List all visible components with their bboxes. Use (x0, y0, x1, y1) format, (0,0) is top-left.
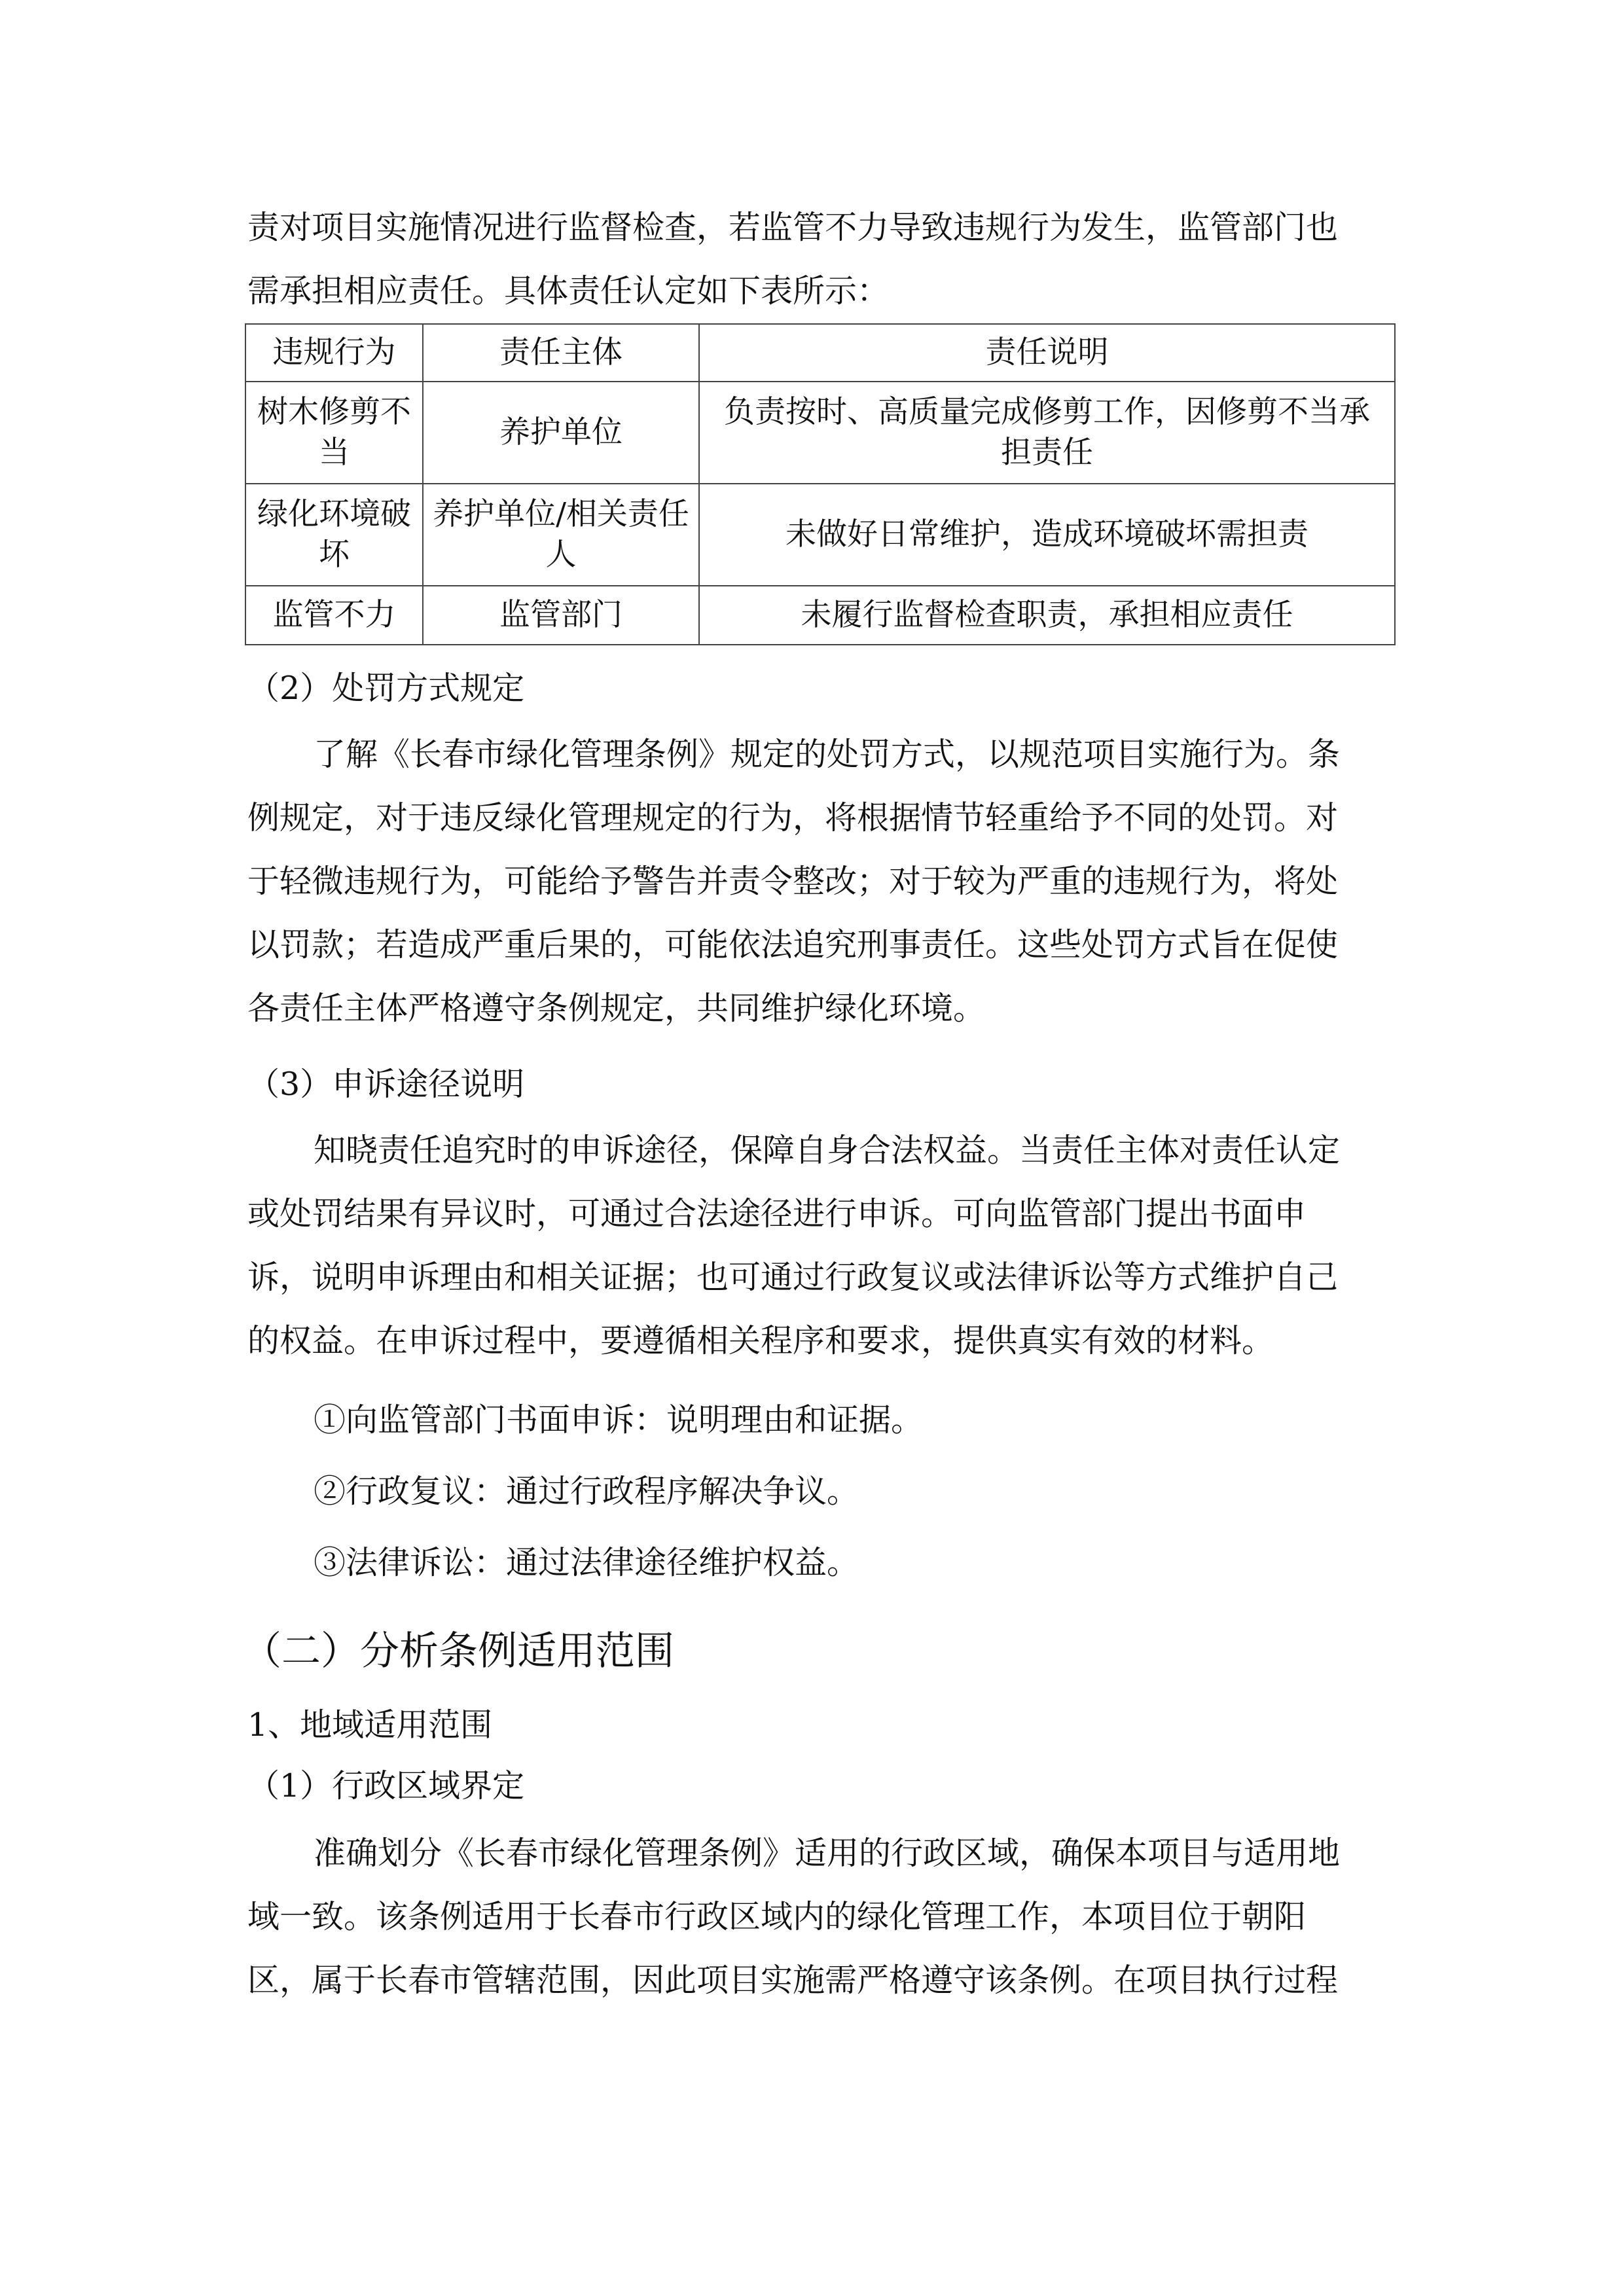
scope-sub-heading-1: 1、地域适用范围 (247, 1706, 493, 1744)
penalty-line-3: 于轻微违规行为，可能给予警告并责令整改；对于较为严重的违规行为，将处 (247, 863, 1339, 900)
table-cell: 未履行监督检查职责，承担相应责任 (699, 586, 1395, 645)
header-violation: 违规行为 (245, 324, 423, 382)
intro-line-2: 需承担相应责任。具体责任认定如下表所示： (247, 272, 890, 310)
penalty-line-2: 例规定，对于违反绿化管理规定的行为，将根据情节轻重给予不同的处罚。对 (247, 799, 1339, 836)
penalty-line-1: 了解《长春市绿化管理条例》规定的处罚方式，以规范项目实施行为。条 (314, 736, 1341, 773)
table-header-row (245, 324, 1395, 382)
scope-line-3: 区，属于长春市管辖范围，因此项目实施需严格遵守该条例。在项目执行过程 (247, 1962, 1339, 1999)
scope-line-2: 域一致。该条例适用于长春市行政区域内的绿化管理工作，本项目位于朝阳 (247, 1898, 1307, 1935)
penalty-heading: （2）处罚方式规定 (247, 670, 525, 707)
appeal-heading: （3）申诉途径说明 (247, 1066, 525, 1103)
penalty-line-4: 以罚款；若造成严重后果的，可能依法追究刑事责任。这些处罚方式旨在促使 (247, 926, 1339, 963)
scope-sub-heading-2: （1）行政区域界定 (247, 1767, 525, 1804)
scope-line-1: 准确划分《长春市绿化管理条例》适用的行政区域，确保本项目与适用地 (314, 1835, 1341, 1872)
table-row (245, 484, 1395, 586)
appeal-item-2: ②行政复议：通过行政程序解决争议。 (314, 1473, 859, 1510)
appeal-line-1: 知晓责任追究时的申诉途径，保障自身合法权益。当责任主体对责任认定 (314, 1132, 1341, 1169)
table-cell: 负责按时、高质量完成修剪工作，因修剪不当承担责任 (699, 382, 1395, 484)
appeal-line-4: 的权益。在申诉过程中，要遵循相关程序和要求，提供真实有效的材料。 (247, 1322, 1274, 1359)
header-description: 责任说明 (699, 324, 1395, 382)
responsibility-table (245, 323, 1396, 645)
appeal-line-3: 诉，说明申诉理由和相关证据；也可通过行政复议或法律诉讼等方式维护自己 (247, 1259, 1339, 1296)
scope-heading: （二）分析条例适用范围 (242, 1628, 674, 1674)
table-cell: 监管不力 (245, 586, 423, 645)
appeal-item-1: ①向监管部门书面申诉：说明理由和证据。 (314, 1401, 924, 1439)
appeal-line-2: 或处罚结果有异议时，可通过合法途径进行申诉。可向监管部门提出书面申 (247, 1195, 1307, 1232)
table-row (245, 382, 1395, 484)
table-cell: 未做好日常维护，造成环境破坏需担责 (699, 484, 1395, 586)
header-subject: 责任主体 (423, 324, 699, 382)
appeal-item-3: ③法律诉讼：通过法律途径维护权益。 (314, 1544, 859, 1581)
table-cell: 养护单位 (423, 382, 699, 484)
table-cell: 绿化环境破坏 (245, 484, 423, 586)
table-cell: 树木修剪不当 (245, 382, 423, 484)
intro-line-1: 责对项目实施情况进行监督检查，若监管不力导致违规行为发生，监管部门也 (247, 209, 1339, 246)
table-cell: 养护单位/相关责任人 (423, 484, 699, 586)
table-row (245, 586, 1395, 645)
table-cell: 监管部门 (423, 586, 699, 645)
penalty-line-5: 各责任主体严格遵守条例规定，共同维护绿化环境。 (247, 990, 986, 1027)
